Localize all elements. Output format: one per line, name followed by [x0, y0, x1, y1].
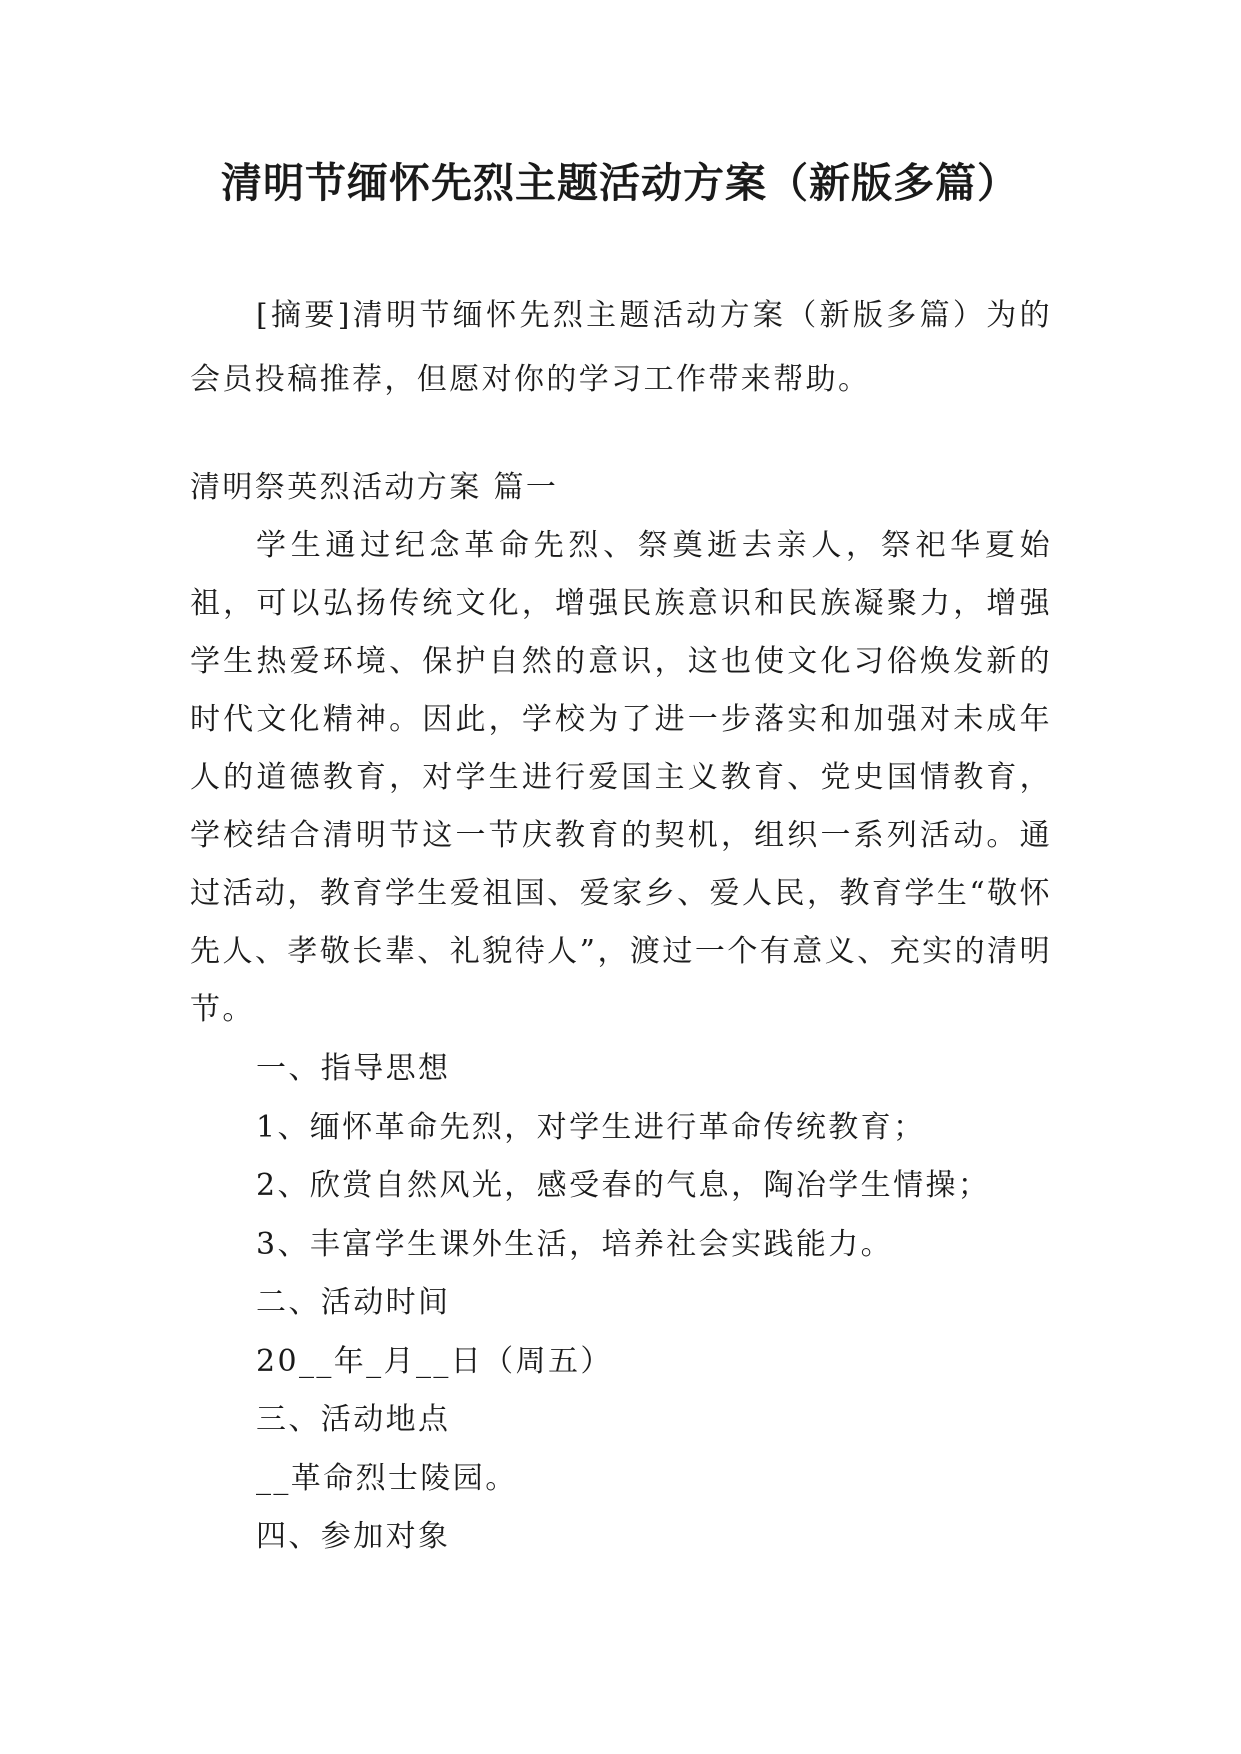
section-heading: 清明祭英烈活动方案 篇一 [190, 470, 559, 505]
heading-guiding-ideology: 一、指导思想 [256, 1051, 451, 1086]
list-item: 1、缅怀革命先烈，对学生进行革命传统教育； [256, 1109, 926, 1145]
list-item: 3、丰富学生课外生活，培养社会实践能力。 [256, 1226, 894, 1262]
list-item: 2、欣赏自然风光，感受春的气息，陶冶学生情操； [256, 1168, 991, 1203]
intro-paragraph: 学生通过纪念革命先烈、祭奠逝去亲人，祭祀华夏始祖，可以弘扬传统文化，增强民族意识和民族凝聚力，增强学生热爱环境、保护自然的意识，这也使文化习俗焕发新的时代文化精神。因此，学校为了进一步落实和加强对未成年人的道德教育，对学生进行爱国主义教育、党史国情教育，学校结合清明节这一节庆教育的契机，组织一系列活动。通过活动，教育学生爱祖国、爱家乡、爱人民，教育学生“敬怀先人、孝敬长辈、礼貌待人”，渡过一个有意义、充实的清明节。 [190, 528, 1052, 1027]
heading-activity-location: 三、活动地点 [256, 1402, 451, 1437]
document-title: 清明节缅怀先烈主题活动方案（新版多篇） [221, 159, 1019, 207]
outline-list [256, 1040, 1056, 1567]
heading-participants: 四、参加对象 [256, 1519, 451, 1554]
activity-date: 20__年_月__日（周五） [256, 1343, 613, 1379]
heading-activity-time: 二、活动时间 [256, 1285, 451, 1320]
activity-location: __革命烈士陵园。 [256, 1460, 518, 1496]
abstract-paragraph: [摘要]清明节缅怀先烈主题活动方案（新版多篇）为的会员投稿推荐，但愿对你的学习工作带来帮助。 [190, 298, 1052, 397]
